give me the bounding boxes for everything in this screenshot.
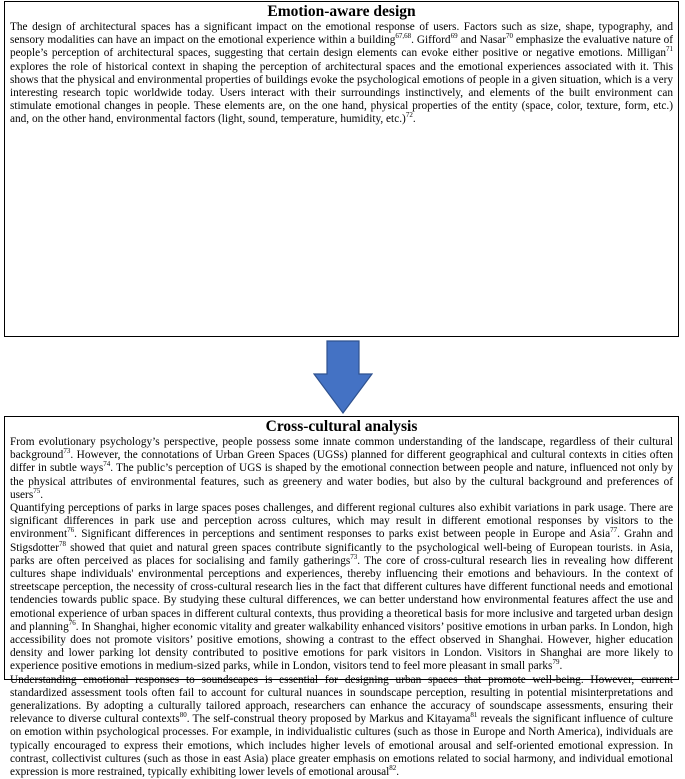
down-arrow-icon [313, 340, 373, 414]
citation-reference: 77 [610, 526, 618, 535]
text-run: . However, the connotations of Urban Green Spaces (UGSs) planned for different geographical and cultural contexts in cities often differ in subtle ways [10, 449, 673, 475]
text-run: reveals the significant influence of culture on emotion within psychological processes. For example, in individualistic cultures (such as those in Europe and North America), individuals are typically encouraged to express their emotions, which includes higher levels of emotional arousal and self-oriented emotional expression. In contrast, collectivist cultures (such as those in east Asia) place greater emphasis on emotions related to social harmony, and individual emotional expression is more restrained, typically exhibiting lower levels of emotional arousal [10, 713, 673, 779]
text-run: . [396, 766, 400, 779]
emotion-aware-design-paragraph [10, 21, 673, 127]
citation-reference: 67,68 [395, 32, 412, 41]
text-run: emphasize the evaluative nature of people’s perception of architectural spaces, suggesting that certain design elements can evoke either positive or negative emotions. Milligan [10, 34, 674, 60]
citation-reference: 73 [63, 447, 71, 456]
citation-reference: 78 [58, 539, 66, 548]
text-run: Understanding emotional responses to soundscapes is essential for designing urban spaces that promote well-being. However, current standardized assessment tools often fail to account for cultural nuances in soundscape perception, resulting in potential misinterpretations and generalizations. By adopting a culturally tailored approach, researchers can enhance the accuracy of soundscape assessments, ensuring their relevance to diverse cultural contexts [10, 673, 673, 726]
text-run: . Gifford [411, 34, 451, 47]
citation-reference: 71 [666, 45, 673, 54]
citation-reference: 72 [405, 111, 413, 120]
cross-cultural-paragraph-1 [10, 436, 673, 502]
text-run: From evolutionary psychology’s perspective, people possess some innate common understanding of the landscape, regardless of their cultural background [10, 436, 673, 462]
citation-reference: 70 [506, 32, 514, 41]
citation-reference: 75 [33, 487, 41, 496]
citation-reference: 82 [389, 764, 397, 773]
down-arrow-shape [314, 341, 372, 413]
text-run: showed that quiet and natural green spaces contribute significantly to the psychological well-being of European tourists. in Asia, parks are often perceived as places for socialising and family gatherings [10, 541, 673, 567]
text-run: Quantifying perceptions of parks in large spaces poses challenges, and different regional cultures also exhibit variations in park usage. There are significant differences in park use and perception across cultures, which may result in different emotional responses by visitors to the environment [10, 502, 673, 541]
text-run: . Significant differences in perceptions and sentiment responses to parks exist between people in Europe and Asia [74, 528, 611, 541]
text-run: . Grahn and Stigsdotter [10, 528, 673, 554]
text-run: . The self-construal theory proposed by Markus and Kitayama [186, 713, 471, 726]
citation-reference: 76 [68, 619, 76, 628]
citation-reference: 73 [350, 553, 358, 562]
text-run: . [40, 488, 44, 501]
citation-reference: 79 [552, 658, 560, 667]
text-run: . [412, 113, 416, 126]
text-run: . In Shanghai, higher economic vitality and greater walkability enhanced visitors’ positive emotions in urban parks. In London, high accessibility does not promote visitors’ positive emotions, showing a contrast to the effect observed in Shanghai. However, higher education density and lower parking lot density contributed to positive emotions for park visitors in London. Visitors in Shanghai are more likely to experience positive emotions in medium-sized parks, while in London, visitors tend to feel more pleasant in small parks [10, 620, 673, 673]
citation-reference: 69 [450, 32, 458, 41]
cross-cultural-analysis-box [4, 416, 679, 779]
emotion-aware-design-box [4, 1, 679, 337]
emotion-aware-design-title: Emotion-aware design [267, 3, 416, 20]
text-run: . The core of cross-cultural research lies in revealing how different cultures shape individuals' environmental perceptions and experiences, thereby influencing their emotions and behaviours. In the context of streetscape perception, the necessity of cross-cultural research lies in the fact that different cultures have different functional needs and emotional tendencies towards public space. By studying these cultural differences, we can better understand how environmental features affect the use and emotional experience of urban spaces in different cultural contexts, thus providing a theoretical basis for more inclusive and targeted urban design and planning [10, 554, 673, 633]
cross-cultural-paragraph-3 [10, 674, 673, 779]
citation-reference: 76 [67, 526, 75, 535]
text-run: . The public’s perception of UGS is shaped by the emotional connection between people and nature, influenced not only by the physical attributes of environmental features, such as greenery and water bodies, but also by the cultural background and preferences of users [10, 462, 673, 501]
citation-reference: 81 [470, 711, 478, 720]
cross-cultural-paragraph-2 [10, 502, 673, 674]
text-run: . [559, 660, 563, 673]
citation-reference: 80 [179, 711, 187, 720]
text-run: The design of architectural spaces has a significant impact on the emotional response of users. Factors such as size, shape, typography, and sensory modalities can have an impact on the emotional experience within a building [10, 21, 673, 47]
citation-reference: 74 [103, 460, 111, 469]
text-run: and Nasar [457, 34, 507, 47]
text-run: explores the role of historical context in shaping the perception of architectural spaces and the emotional experiences associated with it. This shows that the physical and environmental properties of buildings evoke the psychological emotions of people in a given situation, which is a very interesting research topic worldwide today. Users interact with their surroundings instinctively, and elements of the built environment can stimulate emotional changes in people. These elements are, on the one hand, physical properties of the entity (space, color, texture, form, etc.) and, on the other hand, environmental factors (light, sound, temperature, humidity, etc.) [10, 60, 673, 126]
cross-cultural-analysis-title: Cross-cultural analysis [265, 418, 418, 435]
